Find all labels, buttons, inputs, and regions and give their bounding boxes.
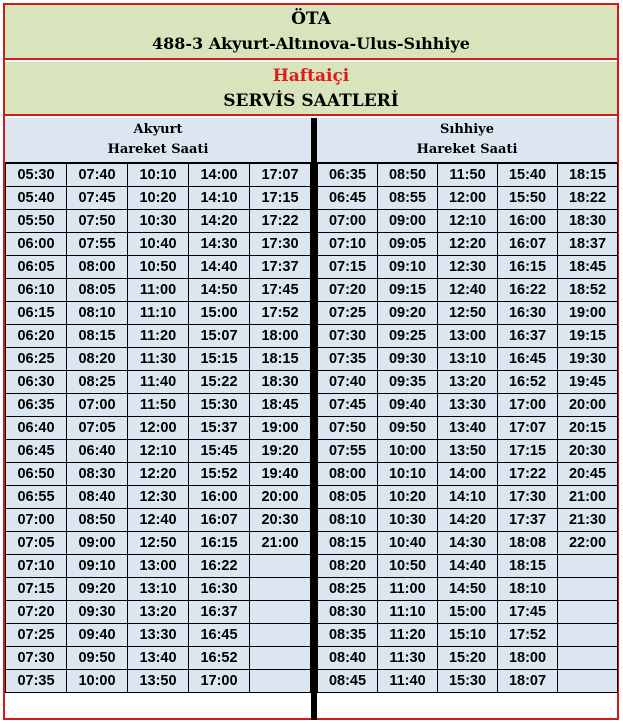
right-time-cell: 07:40 [318, 371, 378, 394]
right-time-cell: 16:00 [498, 210, 558, 233]
right-time-row [318, 164, 618, 187]
left-time-cell: 14:10 [189, 187, 250, 210]
right-time-cell: 19:15 [558, 325, 618, 348]
right-time-cell: 19:00 [558, 302, 618, 325]
right-time-cell: 07:10 [318, 233, 378, 256]
left-time-row [6, 417, 311, 440]
right-time-cell: 16:37 [498, 325, 558, 348]
right-time-cell: 11:10 [378, 601, 438, 624]
right-time-cell: 06:35 [318, 164, 378, 187]
left-time-cell: 13:50 [128, 670, 189, 693]
left-time-cell: 11:20 [128, 325, 189, 348]
left-time-cell: 09:40 [67, 624, 128, 647]
right-time-cell: 18:15 [558, 164, 618, 187]
right-time-row [318, 187, 618, 210]
right-time-cell: 14:30 [438, 532, 498, 555]
right-time-cell: 07:15 [318, 256, 378, 279]
right-time-row [318, 233, 618, 256]
left-time-cell: 16:22 [189, 555, 250, 578]
left-time-cell: 16:37 [189, 601, 250, 624]
left-time-cell: 16:30 [189, 578, 250, 601]
right-time-cell: 18:10 [498, 578, 558, 601]
right-time-cell [558, 647, 618, 670]
right-time-cell: 08:05 [318, 486, 378, 509]
left-column-header [5, 118, 311, 163]
right-time-cell: 16:30 [498, 302, 558, 325]
left-time-cell: 13:30 [128, 624, 189, 647]
right-time-row [318, 394, 618, 417]
left-time-cell: 10:00 [67, 670, 128, 693]
left-time-cell: 09:00 [67, 532, 128, 555]
left-time-cell: 06:55 [6, 486, 67, 509]
left-time-cell: 10:50 [128, 256, 189, 279]
right-time-cell: 09:40 [378, 394, 438, 417]
left-time-cell: 17:07 [250, 164, 311, 187]
right-time-cell: 09:30 [378, 348, 438, 371]
right-time-cell: 16:22 [498, 279, 558, 302]
left-time-cell: 08:40 [67, 486, 128, 509]
right-time-row [318, 371, 618, 394]
right-time-cell: 18:37 [558, 233, 618, 256]
right-time-cell: 08:15 [318, 532, 378, 555]
right-time-cell: 10:40 [378, 532, 438, 555]
right-time-cell: 21:30 [558, 509, 618, 532]
right-time-row [318, 348, 618, 371]
right-time-cell: 11:40 [378, 670, 438, 693]
right-time-cell: 09:25 [378, 325, 438, 348]
day-type: Haftaiçi [272, 66, 350, 86]
left-time-cell: 15:00 [189, 302, 250, 325]
left-time-cell: 15:07 [189, 325, 250, 348]
right-time-row [318, 210, 618, 233]
right-time-cell: 13:20 [438, 371, 498, 394]
right-times-table [317, 163, 618, 693]
right-time-cell: 12:30 [438, 256, 498, 279]
left-time-cell: 07:10 [6, 555, 67, 578]
right-time-cell: 08:30 [318, 601, 378, 624]
right-time-cell: 15:20 [438, 647, 498, 670]
left-time-row [6, 348, 311, 371]
right-time-cell: 07:50 [318, 417, 378, 440]
timetable-sheet [3, 3, 619, 720]
left-time-cell: 15:30 [189, 394, 250, 417]
right-time-cell: 17:00 [498, 394, 558, 417]
right-time-cell: 16:45 [498, 348, 558, 371]
left-time-cell: 05:30 [6, 164, 67, 187]
left-time-row [6, 509, 311, 532]
right-time-cell: 20:45 [558, 463, 618, 486]
left-time-cell: 13:00 [128, 555, 189, 578]
left-time-cell: 06:45 [6, 440, 67, 463]
right-time-cell: 09:05 [378, 233, 438, 256]
left-time-cell: 20:00 [250, 486, 311, 509]
right-time-cell: 17:15 [498, 440, 558, 463]
left-time-cell: 07:15 [6, 578, 67, 601]
right-time-cell: 10:00 [378, 440, 438, 463]
left-time-cell: 15:15 [189, 348, 250, 371]
right-time-cell: 14:10 [438, 486, 498, 509]
right-time-row [318, 647, 618, 670]
left-time-cell: 07:05 [67, 417, 128, 440]
left-time-cell: 09:20 [67, 578, 128, 601]
right-time-cell: 15:30 [438, 670, 498, 693]
right-time-cell: 17:30 [498, 486, 558, 509]
left-time-cell: 17:45 [250, 279, 311, 302]
right-time-cell: 20:00 [558, 394, 618, 417]
right-time-cell: 17:52 [498, 624, 558, 647]
right-time-cell: 09:35 [378, 371, 438, 394]
right-time-cell: 07:45 [318, 394, 378, 417]
left-time-cell: 09:10 [67, 555, 128, 578]
left-time-cell: 19:20 [250, 440, 311, 463]
left-time-row [6, 463, 311, 486]
left-time-row [6, 187, 311, 210]
right-time-cell: 12:40 [438, 279, 498, 302]
left-time-cell [250, 624, 311, 647]
left-time-cell: 10:30 [128, 210, 189, 233]
right-time-cell: 21:00 [558, 486, 618, 509]
left-time-cell: 11:10 [128, 302, 189, 325]
left-time-cell: 14:50 [189, 279, 250, 302]
left-time-row [6, 279, 311, 302]
right-time-cell: 08:55 [378, 187, 438, 210]
left-time-cell: 09:50 [67, 647, 128, 670]
right-time-cell: 13:30 [438, 394, 498, 417]
left-time-cell: 06:05 [6, 256, 67, 279]
right-time-cell: 12:10 [438, 210, 498, 233]
left-time-cell: 08:30 [67, 463, 128, 486]
left-time-cell: 17:52 [250, 302, 311, 325]
left-time-cell: 07:00 [6, 509, 67, 532]
left-time-cell: 06:10 [6, 279, 67, 302]
right-time-row [318, 601, 618, 624]
right-time-cell: 19:45 [558, 371, 618, 394]
right-time-cell [558, 555, 618, 578]
right-time-cell: 13:40 [438, 417, 498, 440]
left-station-name: Akyurt [133, 122, 183, 137]
left-time-row [6, 164, 311, 187]
right-time-cell: 20:30 [558, 440, 618, 463]
left-time-cell [250, 670, 311, 693]
route-name: 488-3 Akyurt-Altınova-Ulus-Sıhhiye [152, 34, 470, 53]
right-time-cell: 14:20 [438, 509, 498, 532]
left-time-cell: 15:22 [189, 371, 250, 394]
left-time-cell: 17:15 [250, 187, 311, 210]
left-time-cell: 12:30 [128, 486, 189, 509]
left-time-cell: 17:22 [250, 210, 311, 233]
left-time-row [6, 624, 311, 647]
left-time-cell: 07:00 [67, 394, 128, 417]
left-time-cell: 12:50 [128, 532, 189, 555]
left-time-cell: 16:00 [189, 486, 250, 509]
left-time-cell: 07:20 [6, 601, 67, 624]
left-time-cell: 17:37 [250, 256, 311, 279]
left-time-cell: 12:20 [128, 463, 189, 486]
right-time-cell: 07:20 [318, 279, 378, 302]
left-time-cell: 06:50 [6, 463, 67, 486]
right-time-cell: 22:00 [558, 532, 618, 555]
right-time-cell: 16:07 [498, 233, 558, 256]
left-time-row [6, 486, 311, 509]
right-time-cell: 17:45 [498, 601, 558, 624]
left-time-cell: 10:40 [128, 233, 189, 256]
left-time-cell: 07:55 [67, 233, 128, 256]
right-time-cell: 18:08 [498, 532, 558, 555]
right-time-cell: 18:15 [498, 555, 558, 578]
left-time-cell: 19:40 [250, 463, 311, 486]
left-time-cell: 07:30 [6, 647, 67, 670]
left-departure-label: Hareket Saati [107, 142, 209, 157]
right-time-cell: 07:55 [318, 440, 378, 463]
left-time-row [6, 256, 311, 279]
right-time-cell: 08:50 [378, 164, 438, 187]
left-time-cell: 11:40 [128, 371, 189, 394]
right-time-row [318, 509, 618, 532]
left-time-cell: 15:45 [189, 440, 250, 463]
left-time-row [6, 555, 311, 578]
right-time-cell [558, 601, 618, 624]
right-time-cell: 18:45 [558, 256, 618, 279]
right-time-cell: 11:20 [378, 624, 438, 647]
right-time-cell: 08:40 [318, 647, 378, 670]
right-time-row [318, 555, 618, 578]
left-time-cell: 15:52 [189, 463, 250, 486]
right-time-cell: 12:50 [438, 302, 498, 325]
left-time-row [6, 647, 311, 670]
left-times-table [5, 163, 311, 693]
right-time-cell: 09:15 [378, 279, 438, 302]
left-time-row [6, 210, 311, 233]
left-time-cell: 11:50 [128, 394, 189, 417]
left-time-cell: 18:30 [250, 371, 311, 394]
left-time-cell [250, 555, 311, 578]
right-time-cell: 11:50 [438, 164, 498, 187]
right-time-row [318, 279, 618, 302]
left-time-cell: 11:00 [128, 279, 189, 302]
right-time-row [318, 302, 618, 325]
left-time-cell [250, 601, 311, 624]
right-time-cell: 13:10 [438, 348, 498, 371]
right-time-cell: 08:25 [318, 578, 378, 601]
left-time-cell: 06:25 [6, 348, 67, 371]
left-time-cell: 08:50 [67, 509, 128, 532]
operator-header [5, 5, 617, 60]
left-time-cell: 21:00 [250, 532, 311, 555]
left-time-cell: 08:10 [67, 302, 128, 325]
left-time-cell: 19:00 [250, 417, 311, 440]
right-time-cell: 09:20 [378, 302, 438, 325]
operator-name: ÖTA [291, 9, 331, 29]
right-time-cell: 10:20 [378, 486, 438, 509]
left-time-cell: 10:20 [128, 187, 189, 210]
right-time-cell: 13:00 [438, 325, 498, 348]
right-time-cell [558, 578, 618, 601]
right-time-cell: 11:00 [378, 578, 438, 601]
left-time-row [6, 325, 311, 348]
left-time-cell: 07:40 [67, 164, 128, 187]
right-time-cell: 09:00 [378, 210, 438, 233]
right-time-cell: 18:00 [498, 647, 558, 670]
right-time-cell: 17:22 [498, 463, 558, 486]
left-time-cell: 18:45 [250, 394, 311, 417]
left-time-row [6, 578, 311, 601]
left-time-row [6, 601, 311, 624]
right-time-row [318, 670, 618, 693]
left-time-cell: 08:25 [67, 371, 128, 394]
left-time-row [6, 394, 311, 417]
right-time-cell: 15:00 [438, 601, 498, 624]
right-time-cell: 16:52 [498, 371, 558, 394]
right-time-row [318, 417, 618, 440]
right-time-cell: 20:15 [558, 417, 618, 440]
right-time-cell: 07:00 [318, 210, 378, 233]
right-time-row [318, 486, 618, 509]
left-time-cell: 06:20 [6, 325, 67, 348]
right-time-cell: 14:40 [438, 555, 498, 578]
right-time-row [318, 532, 618, 555]
left-time-cell [250, 578, 311, 601]
left-time-cell: 08:20 [67, 348, 128, 371]
left-time-row [6, 371, 311, 394]
right-station-name: Sıhhiye [440, 122, 494, 137]
left-time-cell: 06:40 [6, 417, 67, 440]
right-time-cell: 06:45 [318, 187, 378, 210]
left-time-cell: 08:00 [67, 256, 128, 279]
left-time-cell: 16:45 [189, 624, 250, 647]
right-time-cell: 12:20 [438, 233, 498, 256]
right-time-cell: 10:10 [378, 463, 438, 486]
left-time-cell: 16:52 [189, 647, 250, 670]
right-time-cell: 09:50 [378, 417, 438, 440]
right-time-cell: 10:30 [378, 509, 438, 532]
left-time-cell: 10:10 [128, 164, 189, 187]
left-time-cell: 07:35 [6, 670, 67, 693]
left-time-cell: 16:07 [189, 509, 250, 532]
left-time-cell: 05:40 [6, 187, 67, 210]
right-time-cell: 17:07 [498, 417, 558, 440]
right-time-cell: 14:50 [438, 578, 498, 601]
right-time-cell: 08:00 [318, 463, 378, 486]
left-time-cell: 06:30 [6, 371, 67, 394]
right-time-cell: 11:30 [378, 647, 438, 670]
right-time-cell: 10:50 [378, 555, 438, 578]
left-time-row [6, 302, 311, 325]
left-time-cell: 08:05 [67, 279, 128, 302]
right-time-cell: 14:00 [438, 463, 498, 486]
left-time-cell: 16:15 [189, 532, 250, 555]
left-time-cell: 06:40 [67, 440, 128, 463]
left-time-row [6, 440, 311, 463]
right-time-cell: 12:00 [438, 187, 498, 210]
left-time-cell: 07:45 [67, 187, 128, 210]
right-time-row [318, 463, 618, 486]
right-time-row [318, 578, 618, 601]
right-time-cell: 07:35 [318, 348, 378, 371]
left-time-cell: 13:20 [128, 601, 189, 624]
right-time-cell: 15:50 [498, 187, 558, 210]
right-time-row [318, 440, 618, 463]
right-time-cell: 08:45 [318, 670, 378, 693]
left-time-cell: 07:25 [6, 624, 67, 647]
left-time-cell: 06:00 [6, 233, 67, 256]
left-time-cell: 09:30 [67, 601, 128, 624]
left-time-cell: 13:40 [128, 647, 189, 670]
right-time-cell: 18:22 [558, 187, 618, 210]
right-time-cell: 18:07 [498, 670, 558, 693]
left-time-cell: 12:10 [128, 440, 189, 463]
right-column-header [317, 118, 617, 163]
left-time-cell: 15:37 [189, 417, 250, 440]
right-time-cell: 08:10 [318, 509, 378, 532]
left-time-cell: 14:20 [189, 210, 250, 233]
right-time-cell: 09:10 [378, 256, 438, 279]
right-time-cell: 07:25 [318, 302, 378, 325]
left-time-cell: 07:50 [67, 210, 128, 233]
left-time-cell: 14:00 [189, 164, 250, 187]
left-time-cell: 06:35 [6, 394, 67, 417]
left-time-cell: 17:30 [250, 233, 311, 256]
right-time-cell [558, 670, 618, 693]
right-time-cell: 15:40 [498, 164, 558, 187]
right-time-cell: 17:37 [498, 509, 558, 532]
left-time-row [6, 233, 311, 256]
right-time-cell: 18:30 [558, 210, 618, 233]
left-time-row [6, 670, 311, 693]
section-title: SERVİS SAATLERİ [223, 91, 399, 111]
right-time-cell: 08:35 [318, 624, 378, 647]
right-time-cell: 07:30 [318, 325, 378, 348]
left-time-cell: 12:40 [128, 509, 189, 532]
left-time-cell: 18:15 [250, 348, 311, 371]
right-time-cell: 15:10 [438, 624, 498, 647]
left-time-cell: 13:10 [128, 578, 189, 601]
left-time-cell: 06:15 [6, 302, 67, 325]
right-time-cell: 13:50 [438, 440, 498, 463]
right-time-cell: 19:30 [558, 348, 618, 371]
right-departure-label: Hareket Saati [416, 142, 518, 157]
right-time-row [318, 325, 618, 348]
left-time-row [6, 532, 311, 555]
left-time-cell: 08:15 [67, 325, 128, 348]
right-time-cell: 08:20 [318, 555, 378, 578]
right-time-row [318, 256, 618, 279]
left-time-cell: 12:00 [128, 417, 189, 440]
right-time-cell: 18:52 [558, 279, 618, 302]
schedule-header [5, 62, 617, 116]
left-time-cell: 20:30 [250, 509, 311, 532]
right-time-cell: 16:15 [498, 256, 558, 279]
left-time-cell: 05:50 [6, 210, 67, 233]
left-time-cell: 17:00 [189, 670, 250, 693]
left-time-cell: 11:30 [128, 348, 189, 371]
left-time-cell: 14:40 [189, 256, 250, 279]
left-time-cell: 07:05 [6, 532, 67, 555]
left-time-cell: 14:30 [189, 233, 250, 256]
right-time-row [318, 624, 618, 647]
left-time-cell [250, 647, 311, 670]
right-time-cell [558, 624, 618, 647]
left-time-cell: 18:00 [250, 325, 311, 348]
